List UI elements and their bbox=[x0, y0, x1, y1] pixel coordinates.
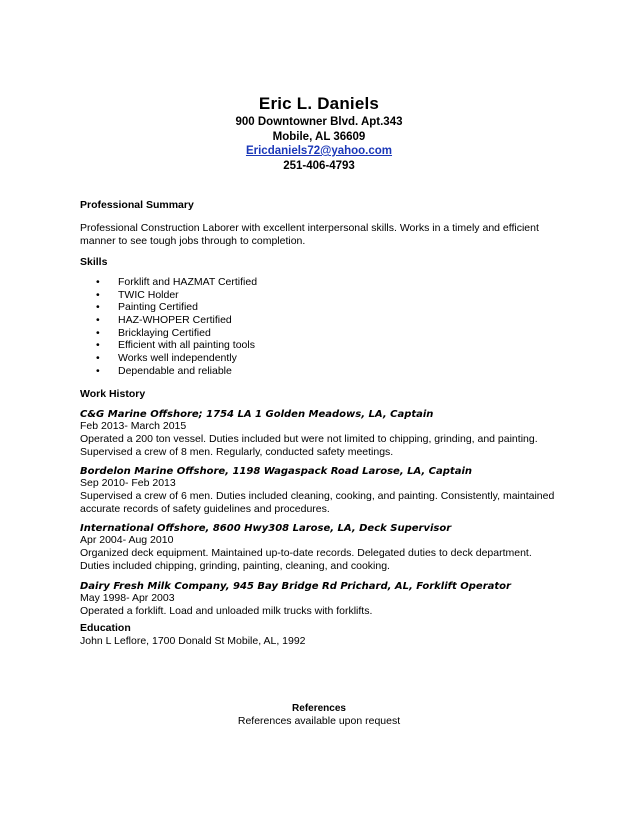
bullet-icon: • bbox=[96, 326, 100, 339]
list-item bbox=[96, 314, 257, 327]
list-item bbox=[96, 352, 257, 365]
bullet-icon: • bbox=[96, 288, 100, 301]
job-description: Operated a 200 ton vessel. Duties included but were not limited to chipping, grinding, and painting. Supervised a crew of 8 men. Regularly, conducted safety meetings. bbox=[80, 433, 538, 458]
job-dates: Apr 2004- Aug 2010 bbox=[80, 534, 174, 546]
bullet-icon: • bbox=[96, 314, 100, 327]
summary-heading: Professional Summary bbox=[80, 199, 194, 211]
job-description: Supervised a crew of 6 men. Duties included cleaning, cooking, and painting. Consistently, maintained accurate records of safety guidelines and procedures. bbox=[80, 490, 555, 515]
skill-label: HAZ-WHOPER Certified bbox=[118, 314, 232, 327]
candidate-name: Eric L. Daniels bbox=[258, 94, 380, 113]
job-title: C&G Marine Offshore; 1754 LA 1 Golden Meadows, LA, Captain bbox=[80, 409, 434, 420]
bullet-icon: • bbox=[96, 352, 100, 365]
education-text: John L Leflore, 1700 Donald St Mobile, AL, 1992 bbox=[80, 635, 306, 647]
list-item bbox=[96, 327, 257, 340]
job-details bbox=[80, 534, 560, 573]
skill-label: Works well independently bbox=[118, 352, 237, 365]
list-item bbox=[96, 365, 257, 378]
list-item bbox=[96, 339, 257, 352]
summary-text: Professional Construction Laborer with excellent interpersonal skills. Works in a timely and efficient manner to see tough jobs through to completion. bbox=[80, 222, 539, 247]
job-dates: Feb 2013- March 2015 bbox=[80, 420, 187, 432]
work-history-heading: Work History bbox=[80, 388, 146, 400]
job-details bbox=[80, 592, 560, 618]
phone-number: 251-406-4793 bbox=[283, 160, 355, 172]
job-title: Bordelon Marine Offshore, 1198 Wagaspack Road Larose, LA, Captain bbox=[80, 466, 472, 477]
bullet-icon: • bbox=[96, 364, 100, 377]
skill-label: Bricklaying Certified bbox=[118, 326, 211, 339]
references-heading: References bbox=[292, 703, 346, 714]
skill-label: Painting Certified bbox=[118, 301, 198, 314]
job-dates: May 1998- Apr 2003 bbox=[80, 592, 175, 604]
education-heading: Education bbox=[80, 622, 131, 634]
skills-list bbox=[96, 276, 257, 378]
job-description: Organized deck equipment. Maintained up-to-date records. Delegated duties to deck department. Duties included chipping, grinding, painting, cleaning, and cooking. bbox=[80, 547, 532, 572]
address-line-2: Mobile, AL 36609 bbox=[272, 131, 366, 143]
skill-label: Efficient with all painting tools bbox=[118, 339, 255, 352]
email-link[interactable]: Ericdaniels72@yahoo.com bbox=[245, 145, 393, 157]
skill-label: TWIC Holder bbox=[118, 288, 179, 301]
job-description: Operated a forklift. Load and unloaded milk trucks with forklifts. bbox=[80, 605, 373, 617]
job-details bbox=[80, 420, 560, 459]
job-details bbox=[80, 477, 560, 516]
job-dates: Sep 2010- Feb 2013 bbox=[80, 477, 176, 489]
references-text: References available upon request bbox=[237, 715, 401, 727]
bullet-icon: • bbox=[96, 339, 100, 352]
job-title: International Offshore, 8600 Hwy308 Larose, LA, Deck Supervisor bbox=[80, 523, 452, 534]
list-item bbox=[96, 301, 257, 314]
bullet-icon: • bbox=[96, 301, 100, 314]
list-item bbox=[96, 289, 257, 302]
skill-label: Dependable and reliable bbox=[118, 364, 232, 377]
list-item bbox=[96, 276, 257, 289]
skills-heading: Skills bbox=[80, 256, 108, 268]
bullet-icon: • bbox=[96, 276, 100, 288]
address-line-1: 900 Downtowner Blvd. Apt.343 bbox=[235, 116, 403, 128]
job-title: Dairy Fresh Milk Company, 945 Bay Bridge Rd Prichard, AL, Forklift Operator bbox=[80, 581, 511, 592]
skill-label: Forklift and HAZMAT Certified bbox=[118, 276, 258, 288]
